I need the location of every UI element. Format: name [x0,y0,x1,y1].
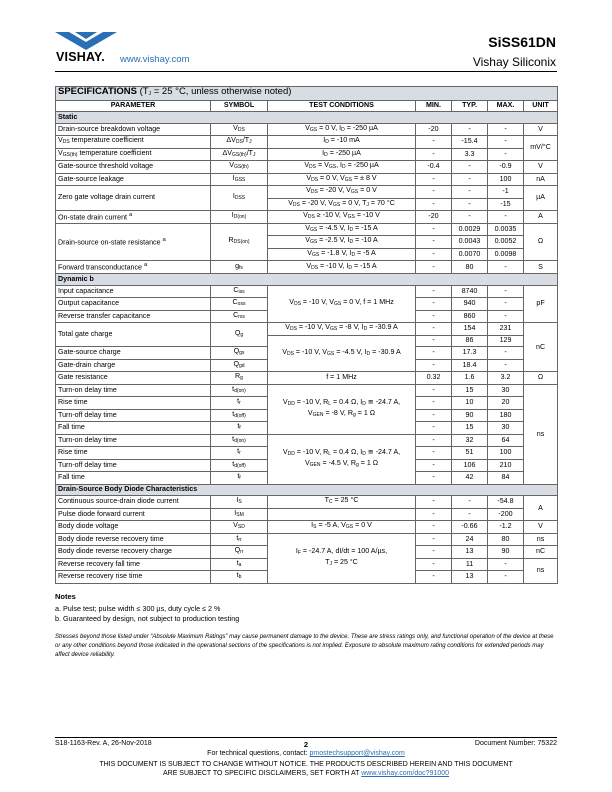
contact-line: For technical questions, contact: pmostechsupport@vishay.com [207,750,405,757]
vishay-logo-icon [55,32,117,52]
table-row: Body diode reverse recovery time $t_{rr}$ $I_F = -24.7$ A, dI/dt = 100 A/µs, $T_J = 25$ °C - 24 80 ns [56,533,558,546]
table-row: Drain-source breakdown voltage $V_{DS}$ $V_{GS} = 0$ V, $I_D = -250$ µA -20 - - V [56,123,558,136]
table-row: Body diode voltage $V_{SD}$ $I_S = -5$ A, $V_{GS} = 0$ V - -0.66 -1.2 V [56,521,558,534]
col-symbol: SYMBOL [211,100,268,112]
notes-heading: Notes [55,592,76,601]
support-email-link[interactable]: pmostechsupport@vishay.com [309,750,405,757]
note-a: a. Pulse test; pulse width ≤ 300 µs, duty cycle ≤ 2 % [55,604,221,613]
part-number: SiSS61DN [488,34,556,50]
disclaimer-line-1: THIS DOCUMENT IS SUBJECT TO CHANGE WITHOUT NOTICE. THE PRODUCTS DESCRIBED HEREIN AND THIS DOCUMENT [99,761,513,768]
logo-text: VISHAY. [56,50,105,64]
table-row: Gate resistance $R_g$ f = 1 MHz 0.32 1.6 3.2 Ω [56,372,558,385]
table-row: Turn-on delay time $t_{d(on)}$ $V_{DD} = -10$ V, $R_L = 0.4$ Ω, $I_D$ ≅ -24.7 A, $V_{GEN} = -4.5$ V, $R_g = 1$ Ω - 32 64 [56,434,558,447]
table-row: Gate-source charge $Q_{gs}$ - 17.3 - [56,347,558,360]
vishay-logo [55,32,117,64]
table-row: Gate-source leakage $I_{GSS}$ $V_{DS} = 0$ V, $V_{GS}$ = ± 8 V - - 100 nA [56,173,558,186]
header-rule [55,71,557,72]
disclaimer-link[interactable]: www.vishay.com/doc?91000 [361,770,450,777]
table-row: $V_{GS} = -2.5$ V, $I_D = -10$ A - 0.0043 0.0052 [56,236,558,249]
table-row: Turn-off delay time $t_{d(off)}$ - 90 180 [56,409,558,422]
footer-rule [55,737,557,738]
company-name: Vishay Siliconix [472,55,556,69]
table-row: Drain-source on-state resistance $^a$ $R_{DS(on)}$ $V_{GS} = -4.5$ V, $I_D = -15$ A - 0.0029 0.0035 Ω [56,223,558,236]
table-row: Turn-off delay time $t_{d(off)}$ - 106 210 [56,459,558,472]
table-row: Forward transconductance $^a$ $g_{fs}$ $V_{DS} = -10$ V, $I_D = -15$ A - 80 - S [56,261,558,274]
col-test-conditions: TEST CONDITIONS [268,100,416,112]
revision-info: S18-1163-Rev. A, 26-Nov-2018 [55,740,152,747]
table-row: Gate-source threshold voltage $V_{GS(th)}$ $V_{DS} = V_{GS}$, $I_D = -250$ µA -0.4 - -0.9 V [56,161,558,174]
notes [55,592,239,624]
table-row: $V_{DS} = -20$ V, $V_{GS} = 0$ V, $T_J = 70$ °C - - -15 [56,198,558,211]
table-header-row [56,100,558,112]
table-row: Reverse transfer capacitance $C_{rss}$ - 860 - [56,310,558,323]
col-typ: TYP. [452,100,488,112]
table-row: Pulse diode forward current $I_{SM}$ - - -200 [56,508,558,521]
table-row: Rise time $t_r$ - 10 20 [56,397,558,410]
col-min: MIN. [416,100,452,112]
table-row: $V_{DS}$ temperature coefficient $\Delta V_{DS}/T_J$ $I_D = -10$ mA - -15.4 - mV/°C [56,136,558,149]
table-row: Fall time $t_f$ - 15 30 [56,422,558,435]
table-row: Reverse recovery fall time $t_a$ - 11 - ns [56,558,558,571]
table-row: Turn-on delay time $t_{d(on)}$ $V_{DD} = -10$ V, $R_L = 0.4$ Ω, $I_D$ ≅ -24.7 A, $V_{GEN} = -8$ V, $R_g = 1$ Ω - 15 30 ns [56,384,558,397]
table-row: Continuous source-drain diode current $I_S$ $T_C = 25$ °C - - -54.8 A [56,496,558,509]
table-title: SPECIFICATIONS [58,86,137,97]
table-row: Fall time $t_f$ - 42 84 [56,472,558,485]
table-row: Total gate charge $Q_g$ $V_{DS} = -10$ V, $V_{GS} = -8$ V, $I_D = -30.9$ A - 154 231 nC [56,323,558,336]
table-row: Output capacitance $C_{oss}$ - 940 - [56,298,558,311]
col-parameter: PARAMETER [56,100,211,112]
document-number: Document Number: 75322 [474,740,557,747]
table-row: Rise time $t_r$ - 51 100 [56,447,558,460]
disclaimer-line-2: ARE SUBJECT TO SPECIFIC DISCLAIMERS, SET FORTH AT www.vishay.com/doc?91000 [162,770,450,777]
page-number: 2 [303,740,309,749]
table-row: Gate-drain charge $Q_{gd}$ - 18.4 - [56,359,558,372]
table-row: Zero gate voltage drain current $I_{DSS}$ $V_{DS} = -20$ V, $V_{GS} = 0$ V - - -1 µA [56,186,558,199]
table-title-row [56,87,558,101]
website-link[interactable]: www.vishay.com [120,54,190,65]
section-dynamic: Dynamic b [56,274,558,286]
table-row: Body diode reverse recovery charge $Q_{rr}$ - 13 90 nC [56,546,558,559]
specifications-table [55,86,558,584]
stress-disclaimer: Stresses beyond those listed under “Absolute Maximum Ratings” may cause permanent damage to the device. These are stress ratings only, and functional operation of the device at these or any other conditions beyond those indicated in the operational sections of the specifications is not implied. Exposure to absolute maximum rating conditions for extended periods may affect device reliability. [55,634,554,659]
table-title-condition: ($T_J = 25$ °C, unless otherwise noted) [139,86,292,97]
section-diode: Drain-Source Body Diode Characteristics [56,484,558,496]
note-b: b. Guaranteed by design, not subject to production testing [55,614,240,623]
table-row: $V_{GS(th)}$ temperature coefficient $\Delta V_{GS(th)}/T_J$ $I_D = -250$ µA - 3.3 - [56,148,558,161]
table-row: $V_{GS} = -1.8$ V, $I_D = -5$ A - 0.0070 0.0098 [56,248,558,261]
col-max: MAX. [488,100,524,112]
section-static: Static [56,112,558,124]
table-row: On-state drain current $^a$ $I_{D(on)}$ $V_{DS} \ge -10$ V, $V_{GS} = -10$ V -20 - - A [56,211,558,224]
table-row: Input capacitance $C_{iss}$ $V_{DS} = -10$ V, $V_{GS} = 0$ V, f = 1 MHz - 8740 - pF [56,285,558,298]
table-row: $V_{DS} = -10$ V, $V_{GS} = -4.5$ V, $I_D = -30.9$ A - 86 129 [56,335,558,347]
col-unit: UNIT [524,100,558,112]
table-row: Reverse recovery rise time $t_b$ - 13 - [56,571,558,584]
